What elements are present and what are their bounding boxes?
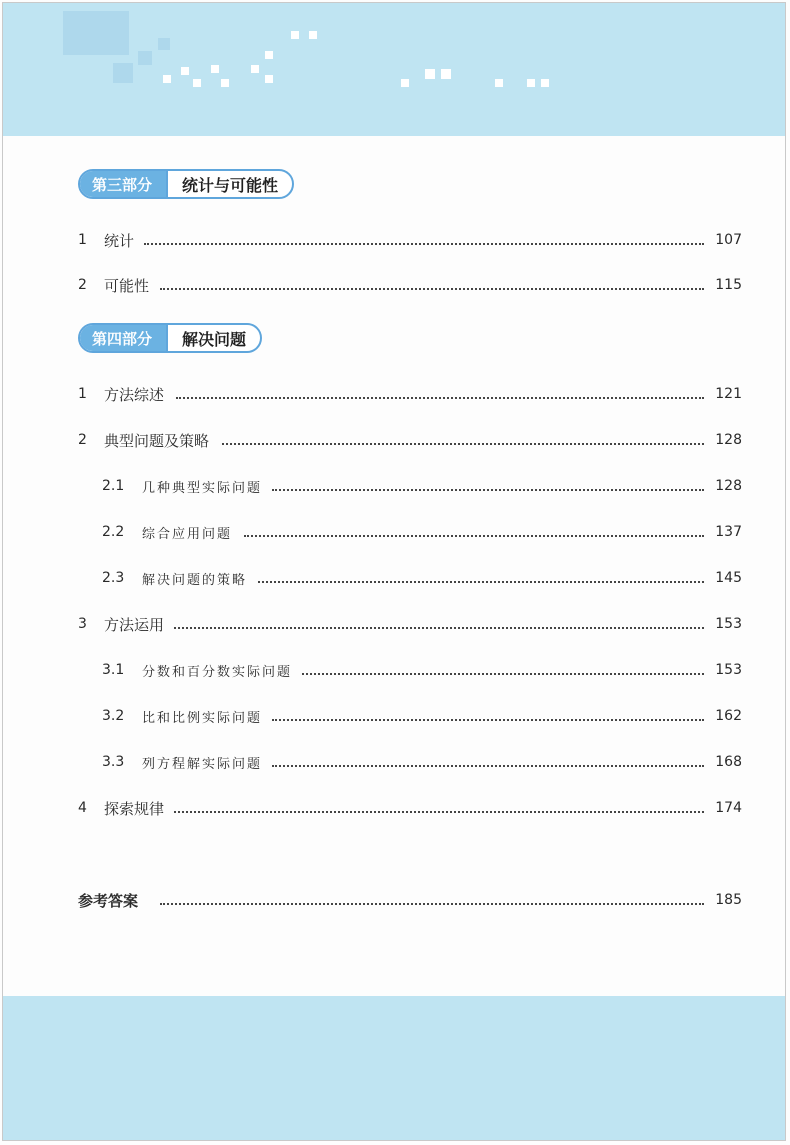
decor-square [291, 31, 299, 39]
entry-page: 115 [715, 277, 742, 293]
entry-page: 128 [715, 432, 742, 448]
entry-title: 方法综述 [104, 385, 165, 404]
decor-square [425, 69, 435, 79]
entry-number: 1 [78, 232, 87, 248]
leader-dots [272, 765, 704, 767]
toc-entry[interactable] [0, 383, 790, 405]
section-part-label: 第四部分 [80, 325, 168, 351]
entry-title: 方法运用 [104, 615, 165, 634]
toc-entry[interactable] [0, 429, 790, 451]
decor-square [441, 69, 451, 79]
entry-number: 2 [78, 432, 87, 448]
entry-number: 3 [78, 616, 87, 632]
entry-number: 3.2 [102, 708, 125, 724]
decor-square [113, 63, 133, 83]
entry-title: 探索规律 [104, 799, 165, 818]
entry-page: 107 [715, 232, 742, 248]
decor-square [265, 51, 273, 59]
entry-page: 128 [715, 478, 742, 494]
decor-square [221, 79, 229, 87]
decor-square [541, 79, 549, 87]
decor-square [63, 11, 129, 55]
entry-title: 典型问题及策略 [104, 431, 210, 450]
entry-number: 2 [78, 277, 87, 293]
decor-square [401, 79, 409, 87]
section-title: 解决问题 [182, 329, 247, 349]
entry-page: 121 [715, 386, 742, 402]
entry-number: 3.1 [102, 662, 125, 678]
toc-subentry[interactable] [0, 659, 790, 681]
entry-title: 解决问题的策略 [142, 572, 248, 588]
decor-square [181, 67, 189, 75]
toc-subentry[interactable] [0, 751, 790, 773]
entry-title: 参考答案 [78, 891, 139, 910]
entry-page: 162 [715, 708, 742, 724]
decor-square [251, 65, 259, 73]
entry-page: 168 [715, 754, 742, 770]
toc-subentry[interactable] [0, 567, 790, 589]
toc-answers[interactable] [0, 889, 790, 911]
decor-square [527, 79, 535, 87]
toc-subentry[interactable] [0, 705, 790, 727]
footer-band [3, 996, 785, 1140]
section-label-part3 [78, 169, 294, 199]
entry-number: 2.3 [102, 570, 125, 586]
entry-page: 145 [715, 570, 742, 586]
entry-number: 4 [78, 800, 87, 816]
leader-dots [144, 243, 704, 245]
section-label-part4 [78, 323, 262, 353]
leader-dots [160, 288, 704, 290]
decor-square [265, 75, 273, 83]
entry-number: 3.3 [102, 754, 125, 770]
entry-number: 2.1 [102, 478, 125, 494]
toc-entry[interactable] [0, 797, 790, 819]
entry-page: 174 [715, 800, 742, 816]
leader-dots [244, 535, 704, 537]
leader-dots [174, 811, 704, 813]
decor-square [495, 79, 503, 87]
leader-dots [272, 489, 704, 491]
toc-entry[interactable] [0, 229, 790, 251]
entry-title: 综合应用问题 [142, 526, 233, 542]
decor-square [211, 65, 219, 73]
leader-dots [176, 397, 704, 399]
decor-square [138, 51, 152, 65]
leader-dots [258, 581, 704, 583]
section-title: 统计与可能性 [182, 175, 279, 195]
entry-title: 分数和百分数实际问题 [142, 664, 293, 680]
entry-page: 153 [715, 662, 742, 678]
leader-dots [160, 903, 704, 905]
entry-title: 统计 [104, 231, 135, 250]
entry-title: 几种典型实际问题 [142, 480, 263, 496]
entry-page: 137 [715, 524, 742, 540]
header-band [3, 3, 785, 136]
toc-entry[interactable] [0, 613, 790, 635]
toc-entry[interactable] [0, 274, 790, 296]
entry-title: 可能性 [104, 276, 150, 295]
entry-title: 列方程解实际问题 [142, 756, 263, 772]
leader-dots [174, 627, 704, 629]
entry-page: 153 [715, 616, 742, 632]
decor-square [158, 38, 170, 50]
entry-page: 185 [715, 892, 742, 908]
section-part-label: 第三部分 [80, 171, 168, 197]
leader-dots [222, 443, 704, 445]
decor-square [193, 79, 201, 87]
entry-number: 1 [78, 386, 87, 402]
toc-subentry[interactable] [0, 475, 790, 497]
decor-square [163, 75, 171, 83]
entry-title: 比和比例实际问题 [142, 710, 263, 726]
leader-dots [272, 719, 704, 721]
entry-number: 2.2 [102, 524, 125, 540]
leader-dots [302, 673, 704, 675]
decor-square [309, 31, 317, 39]
toc-subentry[interactable] [0, 521, 790, 543]
